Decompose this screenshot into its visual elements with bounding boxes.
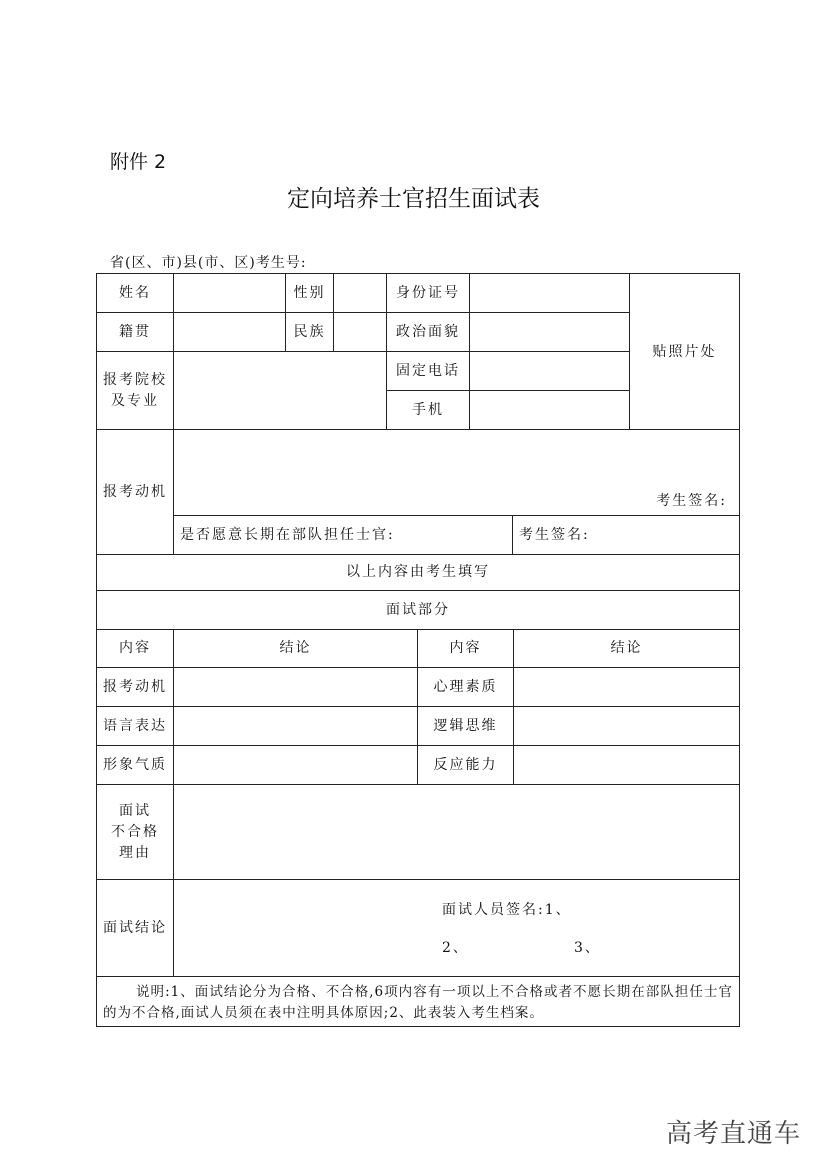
interview-form: [96, 273, 740, 1027]
item-language-conclusion[interactable]: [173, 706, 418, 746]
item-appearance-conclusion[interactable]: [173, 745, 418, 785]
examiner-signature-1: 面试人员签名:1、: [442, 902, 572, 918]
page-title: 定向培养士官招生面试表: [287, 186, 540, 212]
ethnicity-field[interactable]: [333, 312, 387, 352]
id-label: 身份证号: [386, 273, 470, 313]
item-logic: 逻辑思维: [417, 706, 514, 746]
item-motive-conclusion[interactable]: [173, 667, 418, 707]
item-language: 语言表达: [96, 706, 174, 746]
item-logic-conclusion[interactable]: [513, 706, 740, 746]
examiner-signature-3: 3、: [574, 940, 601, 956]
motive-field[interactable]: [173, 429, 740, 516]
phone-label: 固定电话: [386, 351, 470, 391]
col-content-left: 内容: [96, 629, 174, 668]
interview-section-title: 面试部分: [96, 590, 740, 630]
item-psychology-conclusion[interactable]: [513, 667, 740, 707]
col-conclusion-left: 结论: [173, 629, 418, 668]
school-label: 报考院校 及专业: [96, 351, 174, 430]
region-line: 省(区、市)县(市、区)考生号:: [110, 255, 307, 271]
longterm-signature[interactable]: 考生签名:: [512, 515, 740, 555]
fail-reason-field[interactable]: [173, 784, 740, 880]
mobile-field[interactable]: [469, 390, 630, 430]
native-label: 籍贯: [96, 312, 174, 352]
phone-field[interactable]: [469, 351, 630, 391]
longterm-question[interactable]: 是否愿意长期在部队担任士官:: [173, 515, 513, 555]
political-field[interactable]: [469, 312, 630, 352]
item-appearance: 形象气质: [96, 745, 174, 785]
gender-label: 性别: [285, 273, 334, 313]
result-label: 面试结论: [96, 879, 174, 977]
col-conclusion-right: 结论: [513, 629, 740, 668]
name-label: 姓名: [96, 273, 174, 313]
item-reaction-conclusion[interactable]: [513, 745, 740, 785]
motive-signature: 考生签名:: [656, 493, 727, 509]
photo-area[interactable]: 贴照片处: [629, 273, 740, 430]
attachment-label: 附件 2: [110, 151, 167, 173]
id-field[interactable]: [469, 273, 630, 313]
native-field[interactable]: [173, 312, 286, 352]
item-motive: 报考动机: [96, 667, 174, 707]
watermark: 高考直通车: [665, 1119, 801, 1149]
filled-by-note: 以上内容由考生填写: [96, 554, 740, 591]
col-content-right: 内容: [417, 629, 514, 668]
name-field[interactable]: [173, 273, 286, 313]
fail-reason-label: 面试 不合格 理由: [96, 784, 174, 880]
examiner-signature-2: 2、: [442, 940, 469, 956]
mobile-label: 手机: [386, 390, 470, 430]
school-field[interactable]: [173, 351, 387, 430]
political-label: 政治面貌: [386, 312, 470, 352]
ethnicity-label: 民族: [285, 312, 334, 352]
result-field[interactable]: [173, 879, 740, 977]
item-psychology: 心理素质: [417, 667, 514, 707]
item-reaction: 反应能力: [417, 745, 514, 785]
motive-label: 报考动机: [96, 429, 174, 555]
explanation-note: 说明:1、面试结论分为合格、不合格,6项内容有一项以上不合格或者不愿长期在部队担任士官的为不合格,面试人员须在表中注明具体原因;2、此表装入考生档案。: [96, 976, 740, 1027]
gender-field[interactable]: [333, 273, 387, 313]
